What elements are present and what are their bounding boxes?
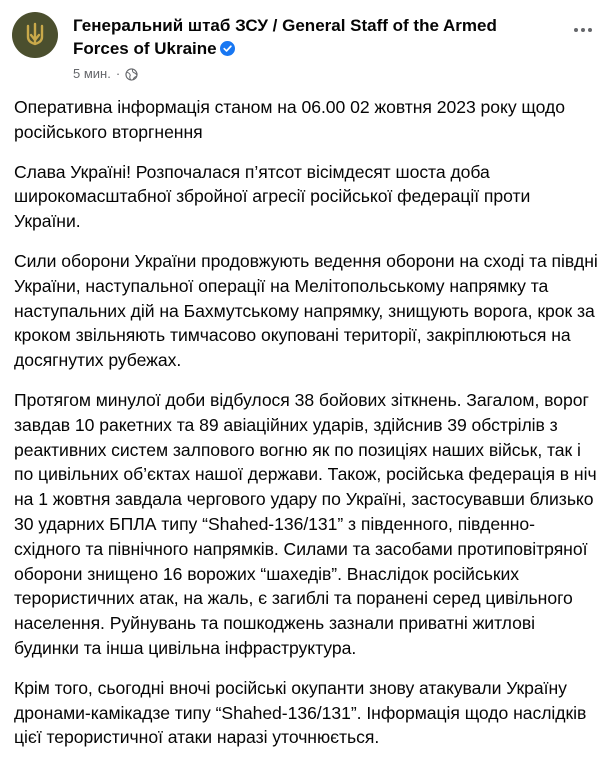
trident-emblem-icon [20, 20, 50, 50]
author-name-text[interactable]: Генеральний штаб ЗСУ / General Staff of the Armed Forces of Ukraine [73, 16, 497, 58]
post-paragraph: Крім того, сьогодні вночі російські окупанти знову атакували Україну дронами-камікадзе типу “Shahed-136/131”. Інформація щодо наслідків цієї терористичної атаки наразі уточнюється. [14, 677, 587, 748]
more-dot [574, 28, 578, 32]
post-header [12, 12, 602, 84]
more-options-icon[interactable] [568, 20, 598, 40]
meta-separator: · [115, 66, 121, 81]
author-block [73, 14, 556, 82]
more-dot [588, 28, 592, 32]
globe-icon[interactable] [125, 68, 138, 81]
more-dot [581, 28, 585, 32]
verified-badge-icon [220, 41, 235, 56]
post-content [14, 95, 600, 765]
avatar[interactable] [12, 12, 58, 58]
post-meta [73, 66, 556, 82]
post-paragraph: Слава Україні! Розпочалася п’ятсот вісімдесят шоста доба широкомасштабної збройної агресії російської федерації проти України. [14, 161, 531, 232]
post-time[interactable]: 5 мин. [73, 66, 111, 81]
post-paragraph: Оперативна інформація станом на 06.00 02 жовтня 2023 року щодо російського вторгнення [14, 97, 565, 142]
author-name[interactable] [73, 14, 556, 60]
post-paragraph: Протягом минулої доби відбулося 38 бойових зіткнень. Загалом, ворог завдав 10 ракетних та 89 авіаційних ударів, здійснив 39 обстрілів з реактивних систем залпового вогню як по позиціях наших військ, так і по цивільних об’єктах нашої держави. Також, російська федерація в ніч на 1 жовтня завдала чергового удару по Україні, застосувавши близько 30 ударних БПЛА типу “Shahed-136/131” з південного, південно-східного та північного напрямків. Силами та засобами протиповітряної оборони знищено 16 ворожих “шахедів”. Внаслідок російських терористичних атак, на жаль, є загиблі та поранені серед цивільного населення. Руйнувань та пошкоджень зазнали приватні житлові будинки та інша цивільна інфраструктура. [14, 389, 597, 658]
post-paragraph: Сили оборони України продовжують ведення оборони на сході та півдні України, наступальної операції на Мелітопольському напрямку та наступальних дій на Бахмутському напрямку, знищують ворога, крок за кроком звільняють тимчасово окуповані території, закріплюються на досягнутих рубежах. [14, 250, 598, 371]
